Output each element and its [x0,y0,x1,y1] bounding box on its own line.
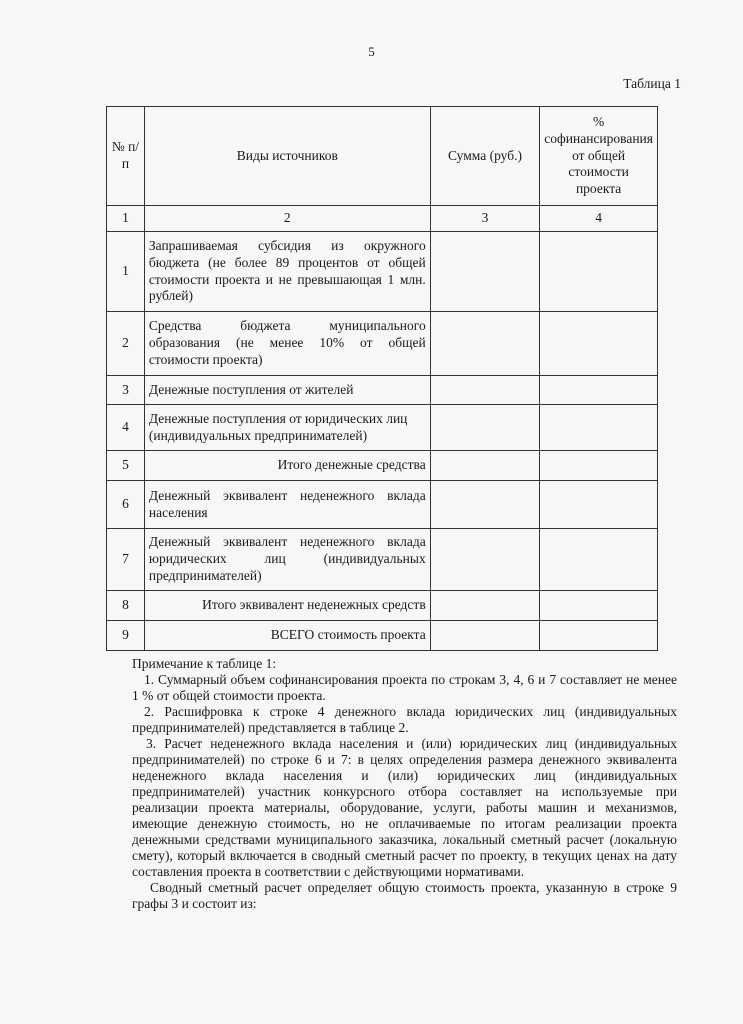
note-item: 1. Суммарный объем софинансирования проекта по строкам 3, 4, 6 и 7 составляет не менее 1 % от общей стоимости проекта. [132,672,677,703]
col-number: 1 [107,206,145,232]
row-pct [540,312,658,376]
row-num: 6 [107,481,145,529]
row-sum [430,405,540,451]
table-row [107,621,658,651]
notes-title: Примечание к таблице 1: [132,656,277,671]
row-sum [430,591,540,621]
row-sum [430,481,540,529]
row-sum [430,621,540,651]
row-sum [430,451,540,481]
row-name: Денежный эквивалент неденежного вклада юридических лиц (индивидуальных предпринимателей) [144,529,430,591]
row-pct [540,376,658,405]
row-sum [430,376,540,405]
table-caption: Таблица 1 [623,76,681,91]
row-pct [540,529,658,591]
row-pct [540,591,658,621]
table-row [107,312,658,376]
header-name: Виды источников [144,107,430,206]
column-number-row [107,206,658,232]
page-number: 5 [368,44,375,59]
row-name: ВСЕГО стоимость проекта [144,621,430,651]
row-name: Денежные поступления от юридических лиц (индивидуальных предпринимателей) [144,405,430,451]
row-pct [540,232,658,312]
table-header-row [107,107,658,206]
row-sum [430,232,540,312]
row-name: Запрашиваемая субсидия из окружного бюджета (не более 89 процентов от общей стоимости проекта и не превышающая 1 млн. рублей) [144,232,430,312]
row-pct [540,481,658,529]
row-pct [540,405,658,451]
row-num: 4 [107,405,145,451]
table-row [107,405,658,451]
table-row [107,451,658,481]
row-num: 2 [107,312,145,376]
table-notes [132,656,677,912]
header-sum: Сумма (руб.) [430,107,540,206]
header-pct: % софинансирования от общей стоимости проекта [540,107,658,206]
note-item: Сводный сметный расчет определяет общую стоимость проекта, указанную в строке 9 графы 3 и состоит из: [132,880,677,911]
row-name: Денежный эквивалент неденежного вклада населения [144,481,430,529]
table-row [107,529,658,591]
row-num: 3 [107,376,145,405]
row-name: Итого эквивалент неденежных средств [144,591,430,621]
row-num: 1 [107,232,145,312]
row-name: Итого денежные средства [144,451,430,481]
table-row [107,591,658,621]
col-number: 3 [430,206,540,232]
row-num: 9 [107,621,145,651]
row-name: Средства бюджета муниципального образования (не менее 10% от общей стоимости проекта) [144,312,430,376]
col-number: 2 [144,206,430,232]
table-row [107,376,658,405]
sources-table [106,106,658,651]
row-num: 8 [107,591,145,621]
row-num: 7 [107,529,145,591]
row-pct [540,621,658,651]
col-number: 4 [540,206,658,232]
table-row [107,481,658,529]
header-num: № п/п [107,107,145,206]
row-sum [430,529,540,591]
row-num: 5 [107,451,145,481]
row-sum [430,312,540,376]
table-row [107,232,658,312]
row-name: Денежные поступления от жителей [144,376,430,405]
row-pct [540,451,658,481]
note-item: 2. Расшифровка к строке 4 денежного вклада юридических лиц (индивидуальных предпринимателей) представляется в таблице 2. [132,704,677,735]
note-item: 3. Расчет неденежного вклада населения и (или) юридических лиц (индивидуальных предпринимателей) по строке 6 и 7: в целях определения размера денежного эквивалента неденежного вклада населения и (или) юридических лиц (индивидуальных предпринимателей) участник конкурсного отбора составляет на используемые при реализации проекта материалы, оборудование, услуги, работы машин и механизмов, имеющие денежную стоимость, но не оплачиваемые по итогам реализации проекта денежными средствами муниципального заказчика, локальный сметный расчет (локальную смету), который включается в сводный сметный расчет по проекту, в текущих ценах на дату составления проекта в соответствии с действующими нормативами. [132,736,677,879]
